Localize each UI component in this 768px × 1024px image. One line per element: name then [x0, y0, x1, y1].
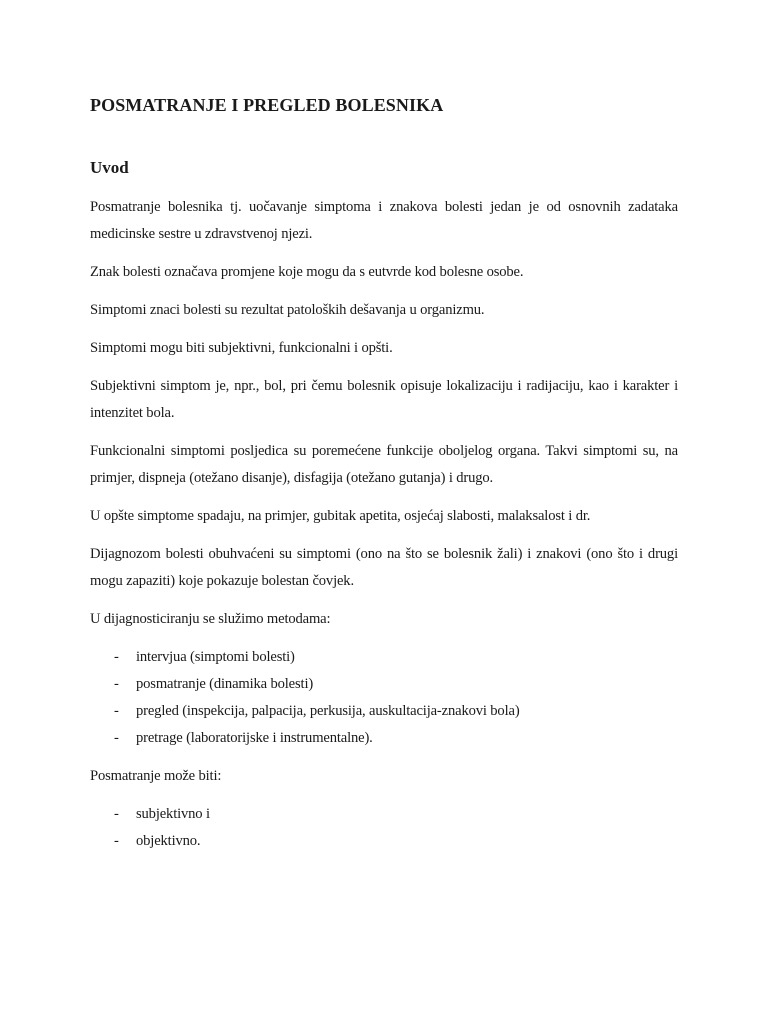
section-heading-uvod: Uvod	[90, 158, 129, 177]
paragraph-intro: Posmatranje bolesnika tj. uočavanje simptoma i znakova bolesti jedan je od osnovnih zadataka medicinske sestre u zdravstvenoj njezi.	[90, 199, 678, 242]
list-item	[90, 671, 678, 698]
paragraph-dijagnoza: Dijagnozom bolesti obuhvaćeni su simptomi (ono na što se bolesnik žali) i znakovi (ono što i drugi mogu zapaziti) koje pokazuje bolestan čovjek.	[90, 546, 678, 589]
document-title: POSMATRANJE I PREGLED BOLESNIKA	[90, 95, 444, 115]
dash-bullet: -	[114, 806, 119, 822]
dash-bullet: -	[114, 649, 119, 665]
dash-bullet: -	[114, 730, 119, 746]
list-item-text: intervjua (simptomi bolesti)	[136, 649, 295, 665]
paragraph-subjektivni: Subjektivni simptom je, npr., bol, pri čemu bolesnik opisuje lokalizaciju i radijaciju, kao i karakter i intenzitet bola.	[90, 378, 678, 421]
dash-bullet: -	[114, 676, 119, 692]
document-body	[90, 92, 678, 855]
list-item-text: pretrage (laboratorijske i instrumentalne).	[136, 730, 373, 746]
list-item-text: objektivno.	[136, 833, 201, 849]
paragraph-znak-bolesti: Znak bolesti označava promjene koje mogu da s eutvrde kod bolesne osobe.	[90, 264, 524, 280]
paragraph-simptomi-vrste: Simptomi mogu biti subjektivni, funkcionalni i opšti.	[90, 340, 393, 356]
dash-bullet: -	[114, 833, 119, 849]
methods-list	[90, 644, 678, 752]
list-item-text: subjektivno i	[136, 806, 210, 822]
list-item	[90, 698, 678, 725]
dash-bullet: -	[114, 703, 119, 719]
observation-list	[90, 801, 678, 855]
paragraph-posmatranje-intro: Posmatranje može biti:	[90, 768, 222, 784]
list-item-text: posmatranje (dinamika bolesti)	[136, 676, 314, 692]
paragraph-opsti: U opšte simptome spadaju, na primjer, gubitak apetita, osjećaj slabosti, malaksalost i dr.	[90, 508, 591, 524]
list-item-text: pregled (inspekcija, palpacija, perkusija, auskultacija-znakovi bola)	[136, 703, 520, 719]
list-item	[90, 644, 678, 671]
list-item	[90, 828, 678, 855]
list-item	[90, 801, 678, 828]
paragraph-simptomi-znaci: Simptomi znaci bolesti su rezultat patoloških dešavanja u organizmu.	[90, 302, 485, 318]
paragraph-metode-intro: U dijagnosticiranju se služimo metodama:	[90, 611, 331, 627]
list-item	[90, 725, 678, 752]
paragraph-funkcionalni: Funkcionalni simptomi posljedica su poremećene funkcije oboljelog organa. Takvi simptomi su, na primjer, dispneja (otežano disanje), disfagija (otežano gutanja) i drugo.	[90, 443, 678, 486]
